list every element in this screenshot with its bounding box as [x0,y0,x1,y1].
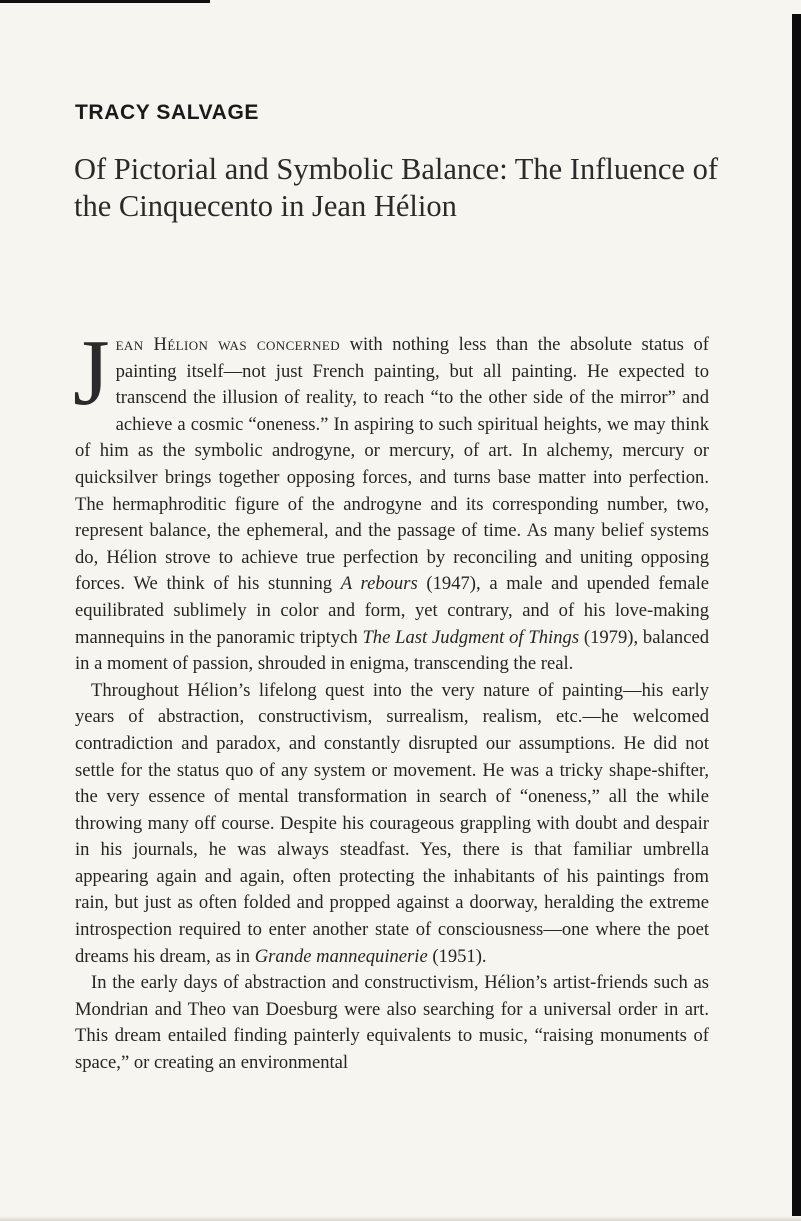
paragraph-1-text-a: with nothing less than the absolute status of painting itself—not just French painting, but all painting. He expected to transcend the illusion of reality, to reach “to the other side of the mirror” and achieve a cosmic “oneness.” In aspiring to such spiritual heights, we may think of him as the symbolic androgyne, or mercury, of art. In alchemy, mercury or quicksilver brings together opposing forces, and turns base matter into perfection. The hermaphroditic figure of the androgyne and its corresponding number, two, represent balance, the ephemeral, and the passage of time. As many belief systems do, Hélion strove to achieve true perfection by reconciling and uniting opposing forces. We think of his stunning [75,334,709,595]
page-top-edge [0,0,210,3]
page-right-edge [792,14,801,1221]
artwork-title-grande-mannequinerie: Grande mannequinerie [254,945,428,967]
drop-cap: J [73,321,110,425]
paragraph-2-text-a: Throughout Hélion’s lifelong quest into the very nature of painting—his early years of abstraction, constructivism, surrealism, realism, etc.—he welcomed contradiction and paradox, and constantly disrupted our assumptions. He did not settle for the status quo of any system or movement. He was a tricky shape-shifter, the very essence of mental transformation in search of “oneness,” all the while throwing many off course. Despite his courageous grappling with doubt and despair in his journals, he was always steadfast. Yes, there is that familiar umbrella appearing again and again, often protecting the inhabitants of his paintings from rain, but just as often folded and propped against a doorway, heralding the extreme introspection required to enter another state of consciousness—one where the poet dreams his dream, as in [75,679,709,967]
paragraph-3: In the early days of abstraction and constructivism, Hélion’s artist-friends such as Mondrian and Theo van Doesburg were also searching for a universal order in art. This dream entailed finding painterly equivalents to music, “raising monuments of space,” or creating an environmental [75,972,709,1074]
paragraph-1 [73,321,709,678]
page-bottom-edge [0,1216,801,1221]
artwork-title-last-judgment: The Last Judgment of Things [362,626,580,648]
paragraph-2 [75,678,709,971]
paragraph-1-text-b: (1947), a male and upended female equilibrated sublimely in color and form, yet contrary, and of his love-making mannequins in the panoramic triptych [75,573,709,648]
artwork-title-a-rebours: A rebours [340,573,418,595]
article-title: Of Pictorial and Symbolic Balance: The Influence of the Cinquecento in Jean Hélion [74,152,718,223]
paragraph-2-text-b: (1951). [427,945,487,967]
paragraph-1-text-c: (1979), balanced in a moment of passion, shrouded in enigma, transcending the real. [75,626,709,675]
article-body [73,321,709,1077]
lead-in-smallcaps: ean Hélion was concerned [115,334,340,355]
author-name: TRACY SALVAGE [75,101,259,124]
